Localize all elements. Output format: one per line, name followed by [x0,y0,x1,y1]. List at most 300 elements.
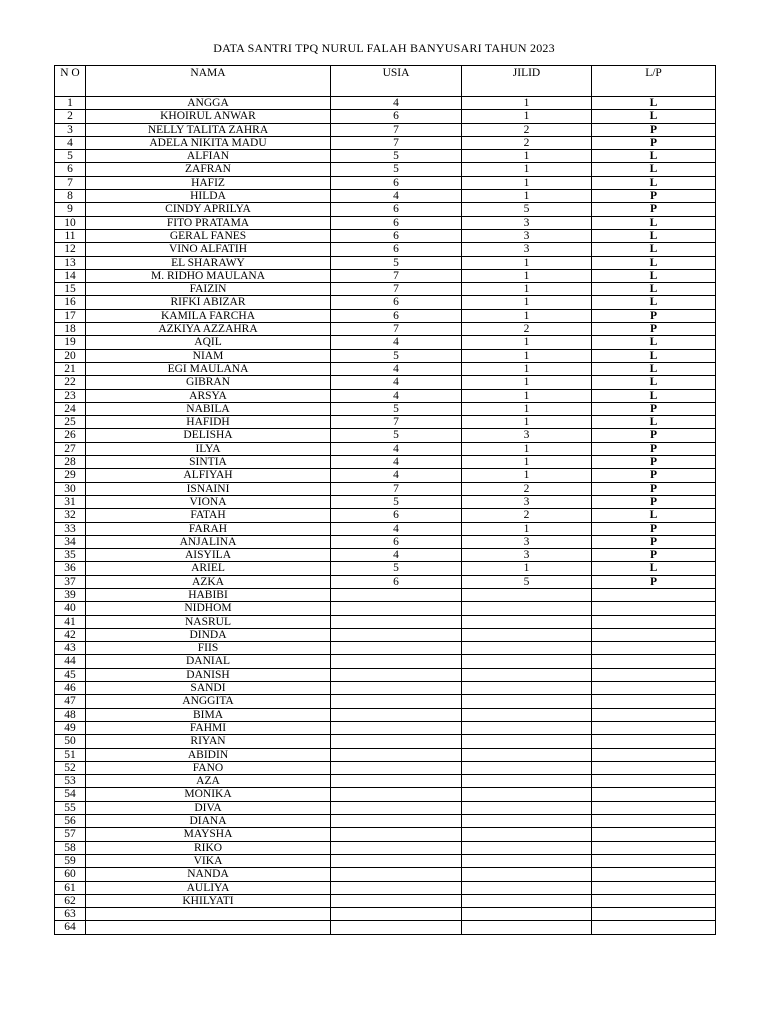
table-row [55,562,716,575]
cell-nama: ALFIYAH [86,469,331,482]
table-row [55,575,716,588]
cell-usia: 6 [331,575,462,588]
header-nama: NAMA [86,66,331,97]
cell-no: 4 [55,136,86,149]
cell-jilid [462,894,592,907]
table-row [55,921,716,934]
table-row [55,881,716,894]
cell-usia [331,908,462,921]
cell-usia [331,642,462,655]
cell-nama: ILYA [86,442,331,455]
table-row [55,642,716,655]
table-row [55,682,716,695]
cell-jilid [462,881,592,894]
table-row [55,894,716,907]
table-row [55,522,716,535]
cell-no: 47 [55,695,86,708]
cell-lp: L [592,389,716,402]
table-row [55,761,716,774]
cell-usia [331,668,462,681]
cell-usia [331,628,462,641]
cell-jilid [462,655,592,668]
cell-lp: L [592,349,716,362]
cell-no: 62 [55,894,86,907]
cell-nama: RIYAN [86,735,331,748]
cell-nama: EGI MAULANA [86,362,331,375]
table-row [55,509,716,522]
table-row [55,296,716,309]
cell-usia: 6 [331,309,462,322]
table-row [55,854,716,867]
cell-lp: L [592,283,716,296]
cell-jilid [462,801,592,814]
table-row [55,628,716,641]
cell-usia [331,894,462,907]
cell-lp [592,761,716,774]
table-row [55,349,716,362]
cell-lp: P [592,203,716,216]
table-row [55,695,716,708]
cell-lp: L [592,110,716,123]
cell-usia [331,735,462,748]
cell-jilid: 1 [462,150,592,163]
cell-usia: 4 [331,549,462,562]
cell-jilid: 1 [462,349,592,362]
cell-nama: DIVA [86,801,331,814]
cell-no: 37 [55,575,86,588]
cell-no: 35 [55,549,86,562]
cell-no: 32 [55,509,86,522]
cell-lp: P [592,456,716,469]
cell-jilid: 2 [462,482,592,495]
cell-lp [592,708,716,721]
cell-jilid: 1 [462,402,592,415]
cell-lp: P [592,495,716,508]
cell-no: 11 [55,229,86,242]
cell-lp: L [592,509,716,522]
header-lp: L/P [592,66,716,97]
cell-jilid: 1 [462,456,592,469]
cell-usia [331,695,462,708]
santri-table [54,65,716,935]
cell-usia: 5 [331,562,462,575]
cell-usia: 6 [331,216,462,229]
cell-jilid [462,748,592,761]
header-usia: USIA [331,66,462,97]
table-row [55,229,716,242]
cell-lp: L [592,296,716,309]
cell-nama: DANISH [86,668,331,681]
cell-no: 12 [55,243,86,256]
cell-lp: P [592,136,716,149]
cell-usia [331,761,462,774]
cell-no: 52 [55,761,86,774]
cell-no: 9 [55,203,86,216]
cell-lp [592,868,716,881]
cell-lp [592,642,716,655]
table-row [55,615,716,628]
cell-lp: L [592,216,716,229]
cell-jilid: 1 [462,442,592,455]
cell-usia: 6 [331,509,462,522]
cell-jilid: 2 [462,323,592,336]
cell-no: 26 [55,429,86,442]
table-row [55,828,716,841]
header-jilid: JILID [462,66,592,97]
cell-jilid [462,908,592,921]
cell-nama: KAMILA FARCHA [86,309,331,322]
table-row [55,216,716,229]
cell-lp [592,828,716,841]
cell-jilid [462,854,592,867]
cell-no: 27 [55,442,86,455]
cell-lp: L [592,229,716,242]
cell-nama: FARAH [86,522,331,535]
table-row [55,309,716,322]
cell-lp [592,775,716,788]
table-row [55,482,716,495]
cell-no: 46 [55,682,86,695]
cell-no: 16 [55,296,86,309]
cell-usia: 6 [331,176,462,189]
cell-lp: P [592,402,716,415]
cell-usia [331,854,462,867]
cell-usia [331,588,462,601]
cell-jilid: 3 [462,229,592,242]
cell-jilid: 2 [462,509,592,522]
table-header-row [55,66,716,97]
cell-no: 7 [55,176,86,189]
cell-usia: 6 [331,110,462,123]
cell-usia [331,828,462,841]
table-row [55,110,716,123]
cell-usia: 5 [331,163,462,176]
cell-nama: NABILA [86,402,331,415]
cell-no: 30 [55,482,86,495]
cell-no: 43 [55,642,86,655]
cell-usia [331,801,462,814]
cell-lp [592,894,716,907]
cell-no: 42 [55,628,86,641]
cell-jilid [462,841,592,854]
header-no: N O [55,66,86,97]
cell-nama: NELLY TALITA ZAHRA [86,123,331,136]
cell-no: 22 [55,376,86,389]
cell-usia: 4 [331,336,462,349]
cell-usia [331,655,462,668]
cell-usia: 4 [331,522,462,535]
cell-no: 25 [55,416,86,429]
cell-lp: P [592,535,716,548]
cell-nama: NASRUL [86,615,331,628]
cell-nama: FATAH [86,509,331,522]
cell-usia: 7 [331,323,462,336]
cell-jilid [462,695,592,708]
cell-usia [331,748,462,761]
cell-no: 57 [55,828,86,841]
cell-nama: HILDA [86,190,331,203]
cell-nama: HAFIDH [86,416,331,429]
cell-nama: ARIEL [86,562,331,575]
table-row [55,469,716,482]
table-row [55,176,716,189]
cell-nama: SINTIA [86,456,331,469]
cell-no: 44 [55,655,86,668]
cell-jilid: 1 [462,163,592,176]
cell-nama: CINDY APRILYA [86,203,331,216]
cell-lp: P [592,323,716,336]
table-row [55,429,716,442]
table-row [55,588,716,601]
cell-nama: AISYILA [86,549,331,562]
cell-usia [331,721,462,734]
cell-usia: 4 [331,97,462,110]
table-row [55,602,716,615]
cell-usia [331,841,462,854]
cell-no: 13 [55,256,86,269]
cell-nama: VIONA [86,495,331,508]
table-row [55,708,716,721]
table-row [55,163,716,176]
cell-nama: ARSYA [86,389,331,402]
cell-jilid: 1 [462,562,592,575]
cell-usia: 4 [331,469,462,482]
cell-nama: ABIDIN [86,748,331,761]
cell-nama: ANGGITA [86,695,331,708]
cell-usia [331,921,462,934]
cell-jilid: 3 [462,535,592,548]
table-row [55,402,716,415]
cell-jilid [462,815,592,828]
cell-no: 31 [55,495,86,508]
cell-usia: 6 [331,243,462,256]
cell-lp [592,602,716,615]
cell-usia: 4 [331,376,462,389]
cell-usia: 6 [331,535,462,548]
cell-no: 14 [55,269,86,282]
cell-lp: L [592,150,716,163]
cell-lp [592,854,716,867]
table-row [55,735,716,748]
cell-nama: RIFKI ABIZAR [86,296,331,309]
cell-nama: NIDHOM [86,602,331,615]
cell-jilid: 3 [462,495,592,508]
table-row [55,123,716,136]
cell-lp: L [592,376,716,389]
cell-nama: ANGGA [86,97,331,110]
cell-jilid: 1 [462,309,592,322]
cell-jilid: 1 [462,110,592,123]
cell-no: 5 [55,150,86,163]
cell-nama: AZKA [86,575,331,588]
cell-jilid: 1 [462,190,592,203]
cell-no: 17 [55,309,86,322]
cell-jilid [462,602,592,615]
cell-nama: DIANA [86,815,331,828]
cell-usia [331,708,462,721]
cell-lp [592,615,716,628]
cell-no: 2 [55,110,86,123]
cell-no: 59 [55,854,86,867]
cell-no: 28 [55,456,86,469]
cell-jilid [462,761,592,774]
table-row [55,150,716,163]
cell-lp [592,748,716,761]
cell-lp [592,801,716,814]
cell-no: 3 [55,123,86,136]
cell-usia [331,868,462,881]
table-row [55,336,716,349]
cell-lp: L [592,243,716,256]
cell-lp: L [592,256,716,269]
cell-usia: 5 [331,256,462,269]
cell-no: 19 [55,336,86,349]
cell-no: 39 [55,588,86,601]
table-row [55,256,716,269]
cell-usia: 4 [331,362,462,375]
cell-usia [331,815,462,828]
cell-nama: SANDI [86,682,331,695]
cell-jilid [462,788,592,801]
cell-usia: 6 [331,296,462,309]
cell-nama: AZKIYA AZZAHRA [86,323,331,336]
cell-nama: HAFIZ [86,176,331,189]
cell-jilid: 2 [462,136,592,149]
cell-usia: 7 [331,283,462,296]
cell-usia [331,602,462,615]
cell-no: 54 [55,788,86,801]
cell-lp [592,788,716,801]
cell-lp [592,695,716,708]
cell-lp: P [592,469,716,482]
cell-no: 15 [55,283,86,296]
cell-jilid [462,615,592,628]
cell-no: 20 [55,349,86,362]
cell-nama: DANIAL [86,655,331,668]
cell-no: 40 [55,602,86,615]
cell-nama: VINO ALFATIH [86,243,331,256]
cell-lp [592,735,716,748]
cell-jilid [462,775,592,788]
cell-usia: 6 [331,229,462,242]
cell-lp: L [592,416,716,429]
cell-nama: NIAM [86,349,331,362]
cell-no: 50 [55,735,86,748]
cell-jilid: 2 [462,123,592,136]
cell-usia: 5 [331,150,462,163]
cell-usia [331,881,462,894]
cell-lp: L [592,176,716,189]
table-row [55,323,716,336]
cell-nama: M. RIDHO MAULANA [86,269,331,282]
cell-lp: P [592,482,716,495]
cell-no: 60 [55,868,86,881]
cell-jilid: 1 [462,269,592,282]
cell-jilid: 1 [462,97,592,110]
cell-nama: RIKO [86,841,331,854]
table-row [55,456,716,469]
table-row [55,442,716,455]
cell-lp: P [592,549,716,562]
table-row [55,376,716,389]
table-row [55,190,716,203]
cell-no: 33 [55,522,86,535]
cell-lp [592,588,716,601]
cell-nama: MONIKA [86,788,331,801]
cell-usia [331,788,462,801]
table-row [55,269,716,282]
cell-no: 8 [55,190,86,203]
cell-lp [592,655,716,668]
cell-no: 29 [55,469,86,482]
document-title: DATA SANTRI TPQ NURUL FALAH BANYUSARI TAHUN 2023 [213,41,555,55]
table-row [55,748,716,761]
table-row [55,362,716,375]
cell-nama: MAYSHA [86,828,331,841]
cell-usia: 5 [331,349,462,362]
cell-no: 58 [55,841,86,854]
cell-nama: EL SHARAWY [86,256,331,269]
cell-jilid: 1 [462,469,592,482]
table-row [55,868,716,881]
cell-jilid: 1 [462,416,592,429]
table-row [55,495,716,508]
cell-jilid: 3 [462,216,592,229]
table-row [55,136,716,149]
cell-lp [592,841,716,854]
table-row [55,389,716,402]
cell-nama: FANO [86,761,331,774]
table-row [55,283,716,296]
table-row [55,788,716,801]
cell-lp [592,921,716,934]
cell-usia: 5 [331,495,462,508]
cell-no: 51 [55,748,86,761]
cell-no: 6 [55,163,86,176]
table-row [55,243,716,256]
cell-nama: DELISHA [86,429,331,442]
cell-no: 45 [55,668,86,681]
cell-no: 63 [55,908,86,921]
cell-no: 53 [55,775,86,788]
table-row [55,668,716,681]
cell-jilid: 1 [462,283,592,296]
table-row [55,908,716,921]
cell-nama [86,908,331,921]
cell-usia [331,775,462,788]
cell-lp: L [592,163,716,176]
cell-usia: 4 [331,442,462,455]
cell-jilid [462,682,592,695]
cell-no: 24 [55,402,86,415]
cell-lp: P [592,575,716,588]
cell-no: 23 [55,389,86,402]
cell-nama: AULIYA [86,881,331,894]
cell-lp: L [592,97,716,110]
cell-jilid: 5 [462,575,592,588]
cell-nama: DINDA [86,628,331,641]
cell-nama: AZA [86,775,331,788]
cell-usia: 4 [331,389,462,402]
cell-jilid [462,868,592,881]
cell-lp [592,815,716,828]
table-row [55,655,716,668]
cell-lp: P [592,522,716,535]
cell-usia: 7 [331,416,462,429]
table-row [55,801,716,814]
cell-lp: P [592,442,716,455]
cell-jilid [462,708,592,721]
